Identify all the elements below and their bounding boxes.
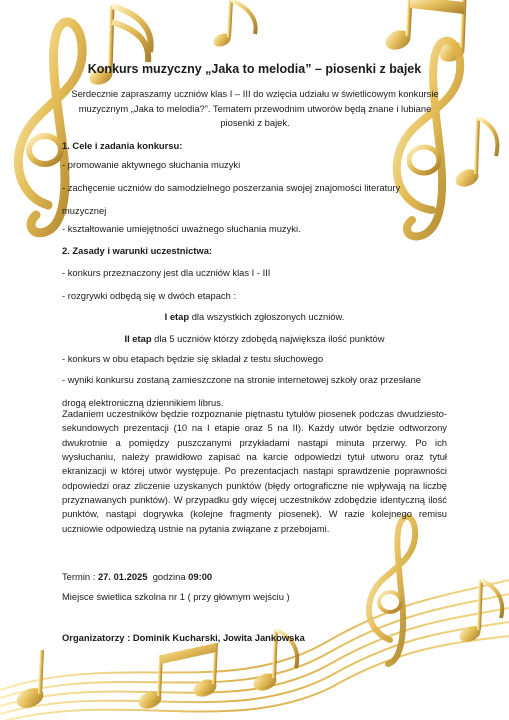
list-item: - promowanie aktywnego słuchania muzyki [62,159,241,170]
stage-2-label: II etap [124,333,152,344]
description-paragraph: Zadaniem uczestników będzie rozpoznanie piętnastu tytułów piosenek podczas dwudziesto-sekundowych prezentacji (10 na I etapie oraz 5 na II). Każdy utwór będzie odtworzony dwukrotnie a pomiędzy puszczanymi przykładami nastąpi minuta przerwy. Po ich wysłuchaniu, należy prawidłowo zapisać na karcie odpowiedzi tytuł utworu oraz tytuł ekranizacji w której utwór występuje. Po prezentacjach nastąpi sprawdzenie poprawności odpowiedzi oraz zliczenie uzyskanych punktów (błędy ortograficzne nie wpływają na liczbę przyznawanych punktów). W przypadku gdy więcej uczestników zdobędzie identyczną ilość punktów, nastąpi dogrywka (kolejne fragmenty piosenek). W razie kolejnego remisu uczniowie odpowiedzą ustnie na pytania związane z przebojami. [62,408,447,534]
term-time-label: godzina [147,571,189,582]
stage-2-text: dla 5 uczniów którzy zdobędą największa ilość punktów [151,333,385,344]
event-place: Miejsce świetlica szkolna nr 1 ( przy głównym wejściu ) [62,591,290,602]
list-item: - zachęcenie uczniów do samodzielnego poszerzania swojej znajomości literatury muzycznej [62,182,401,216]
list-item: - rozgrywki odbędą się w dwóch etapach : [62,290,237,301]
list-item: - wyniki konkursu zostaną zamieszczone na stronie internetowej szkoły oraz przesłane drogą elektroniczną dziennikiem librus. [62,374,422,408]
stage-1-text: dla wszystkich zgłoszonych uczniów. [189,311,345,322]
stage-1-label: I etap [164,311,190,322]
list-item: - kształtowanie umiejętności uważnego słuchania muzyki. [62,223,301,234]
term-date: 27. 01.2025 [97,571,148,582]
list-item: - konkurs przeznaczony jest dla uczniów klas I - III [62,267,271,278]
intro-text: Serdecznie zapraszamy uczniów klas I – III do wzięcia udziału w świetlicowym konkursie muzycznym „Jaka to melodia?”. Tematem przewodnim utworów będą znane i lubiane piosenki z bajek. [71,88,439,129]
section2-heading: 2. Zasady i warunki uczestnictwa: [62,245,213,256]
stage-2 [0,332,509,345]
term-label: Termin : [62,571,98,582]
stage-1 [0,310,509,323]
list-item: - konkurs w obu etapach będzie się składał z testu słuchowego [62,353,324,364]
section1-heading: 1. Cele i zadania konkursu: [62,140,183,151]
page-title: Konkurs muzyczny „Jaka to melodia” – piosenki z bajek [87,62,422,76]
term-time: 09:00 [188,571,213,582]
event-term [62,570,212,583]
organizers: Organizatorzy : Dominik Kucharski, Jowita Jankowska [62,632,305,643]
